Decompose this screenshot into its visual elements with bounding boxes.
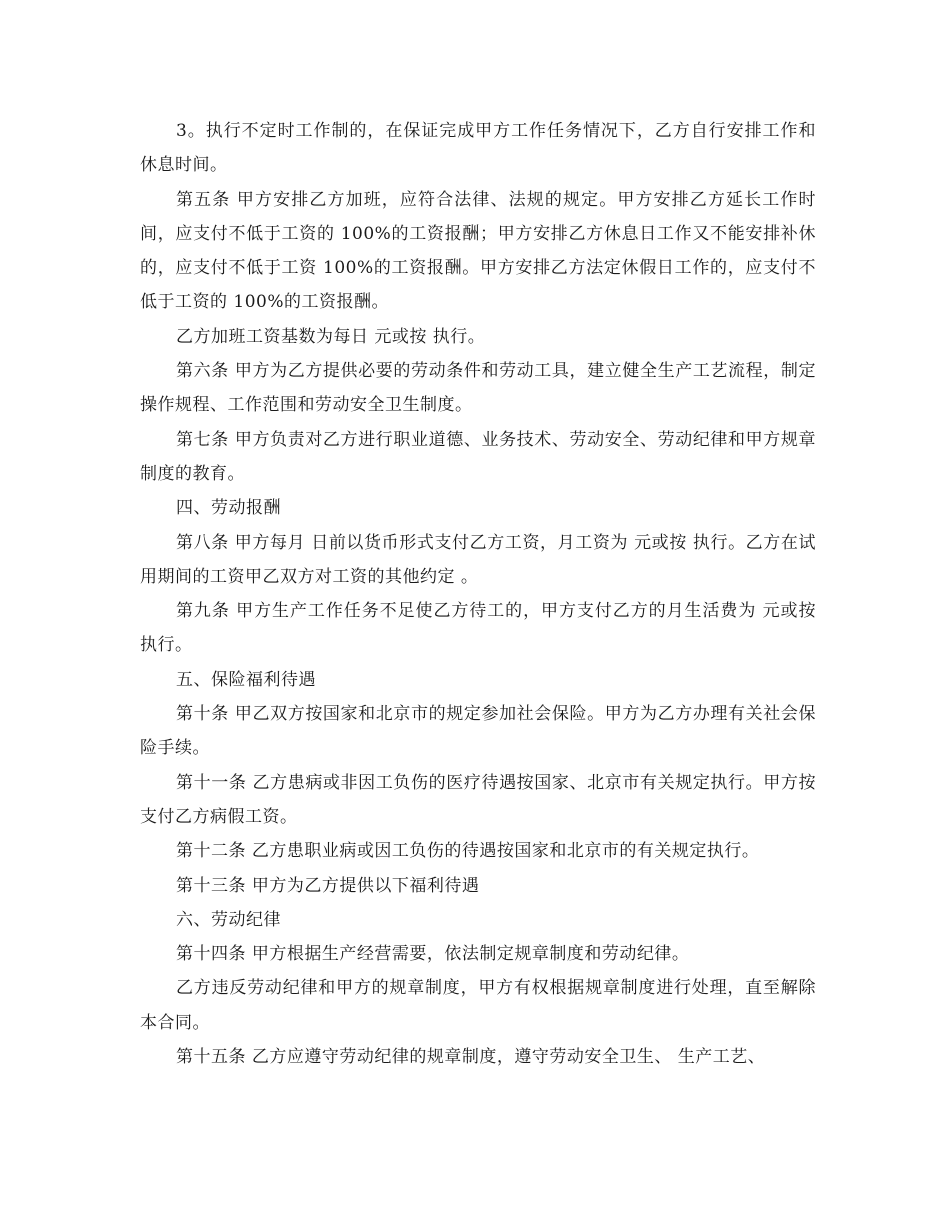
paragraph-article-9: 第九条 甲方生产工作任务不足使乙方待工的，甲方支付乙方的月生活费为 元或按 执行。 [140,601,816,656]
section-heading-discipline: 六、劳动纪律 [176,909,281,930]
section-heading-insurance: 五、保险福利待遇 [176,669,316,690]
paragraph-article-10: 第十条 甲乙双方按国家和北京市的规定参加社会保险。甲方为乙方办理有关社会保险手续。 [140,704,816,759]
paragraph-article-6: 第六条 甲方为乙方提供必要的劳动条件和劳动工具，建立健全生产工艺流程，制定操作规程、工作范围和劳动安全卫生制度。 [140,361,816,416]
paragraph-article-15: 第十五条 乙方应遵守劳动纪律的规章制度，遵守劳动安全卫生、 生产工艺、 [176,1047,766,1068]
paragraph-article-12: 第十二条 乙方患职业病或因工负伤的待遇按国家和北京市的有关规定执行。 [176,841,760,862]
section-heading-remuneration: 四、劳动报酬 [176,498,281,519]
paragraph-article-7: 第七条 甲方负责对乙方进行职业道德、业务技术、劳动安全、劳动纪律和甲方规章制度的教育。 [140,429,816,484]
paragraph-article-14: 第十四条 甲方根据生产经营需要，依法制定规章制度和劳动纪律。 [176,944,690,965]
paragraph-article-5: 第五条 甲方安排乙方加班，应符合法律、法规的规定。甲方安排乙方延长工作时间，应支付不低于工资的 100%的工资报酬；甲方安排乙方休息日工作又不能安排补休的，应支付不低于工资 100%的工资报酬。甲方安排乙方法定休假日工作的，应支付不低于工资的 100%的工资报酬。 [140,189,816,313]
paragraph-overtime-base: 乙方加班工资基数为每日 元或按 执行。 [176,326,486,347]
paragraph-clause-3: 3。执行不定时工作制的，在保证完成甲方工作任务情况下，乙方自行安排工作和休息时间。 [140,121,816,176]
paragraph-article-13: 第十三条 甲方为乙方提供以下福利待遇 [176,875,480,896]
paragraph-article-11: 第十一条 乙方患病或非因工负伤的医疗待遇按国家、北京市有关规定执行。甲方按 支付乙方病假工资。 [140,772,816,827]
paragraph-article-8: 第八条 甲方每月 日前以货币形式支付乙方工资，月工资为 元或按 执行。乙方在试用期间的工资甲乙双方对工资的其他约定 。 [140,532,816,587]
paragraph-violation: 乙方违反劳动纪律和甲方的规章制度，甲方有权根据规章制度进行处理，直至解除本合同。 [140,978,816,1033]
document-body [140,114,816,1074]
